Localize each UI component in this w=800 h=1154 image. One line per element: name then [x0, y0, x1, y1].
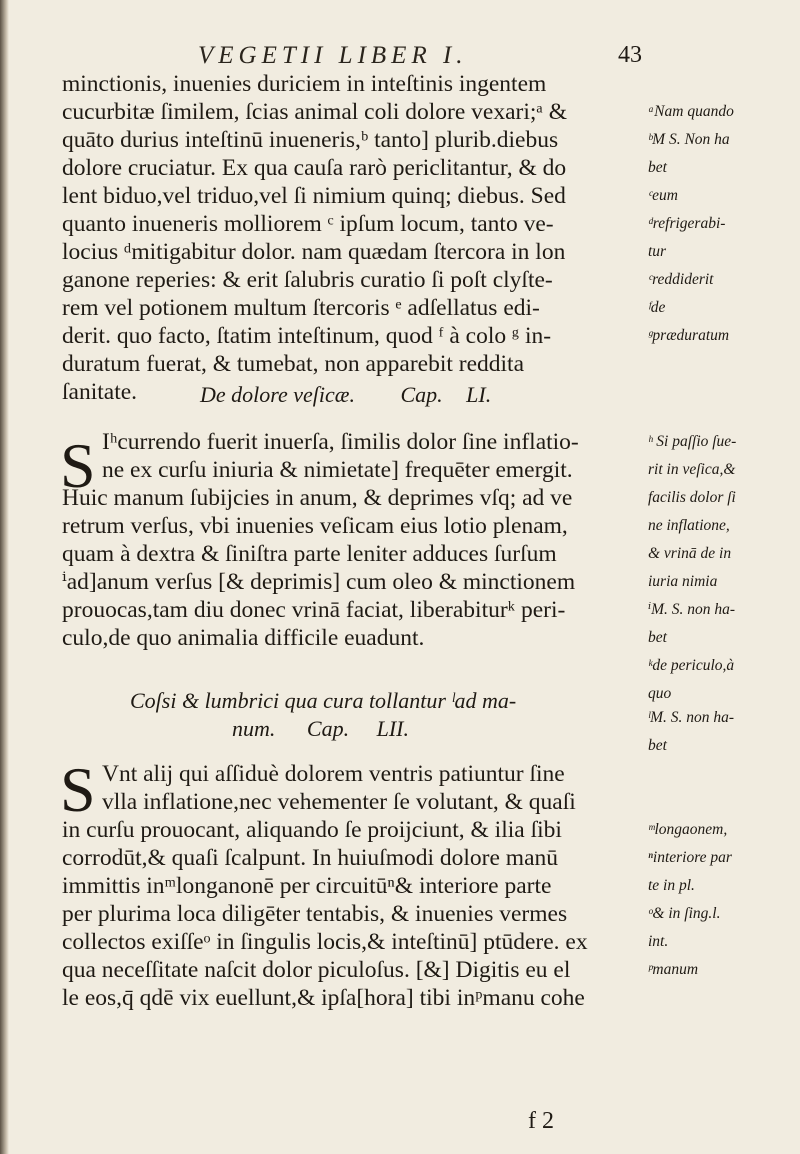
text-line: locius ᵈmitigabitur dolor. nam quædam ſtercora in lon — [62, 239, 566, 265]
text-line: derit. quo facto, ſtatim inteſtinum, quod ᶠ à colo ᵍ in- — [62, 323, 552, 349]
running-head: VEGETII LIBER I. — [198, 42, 468, 69]
section-continuation-text — [62, 70, 644, 406]
marginal-notes-chapter-51 — [648, 428, 794, 708]
text-line: Huic manum ſubijcies in anum, & deprimes vſq; ad ve — [62, 485, 573, 511]
chapter-cap-label: Cap. — [400, 382, 443, 407]
page-number: 43 — [618, 42, 642, 68]
marginal-note: facilis dolor ſi — [648, 489, 736, 506]
text-line: duratum fuerat, & tumebat, non apparebit reddita — [62, 351, 525, 377]
text-line: corrodūt,& quaſi ſcalpunt. In huiuſmodi dolore manū — [62, 845, 559, 871]
marginal-note: ᵐlongaonem, — [648, 821, 728, 838]
marginal-note: ᶜreddiderit — [648, 271, 714, 288]
chapter-cap-label: Cap. — [306, 716, 350, 741]
chapter-52-heading-line1 — [130, 688, 516, 714]
page-gutter — [0, 0, 9, 1154]
marginal-notes-section1 — [648, 98, 794, 350]
marginal-note: bet — [648, 159, 667, 176]
text-line: Vnt alij qui aſſiduè dolorem ventris patiuntur ſine — [102, 761, 565, 787]
marginal-note: ᵖmanum — [648, 961, 699, 978]
drop-capital: S — [60, 754, 96, 825]
signature-mark: f 2 — [528, 1108, 554, 1134]
marginal-note: int. — [648, 933, 669, 950]
chapter-number: LII. — [376, 716, 409, 741]
marginal-note: ᶠde — [648, 299, 666, 316]
marginal-note: ᶜeum — [648, 187, 678, 204]
text-line: prouocas,tam diu donec vrinā faciat, liberabiturᵏ peri- — [62, 597, 566, 623]
text-line: dolore cruciatur. Ex qua cauſa rarò periclitantur, & do — [62, 155, 567, 181]
text-line: rem vel potionem multum ſtercoris ᵉ adſellatus edi- — [62, 295, 540, 321]
text-line: immittis inᵐlonganonē per circuitūⁿ& interiore parte — [62, 873, 552, 899]
marginal-note: quo — [648, 685, 672, 702]
marginal-note: ᵏde periculo,à — [648, 657, 735, 674]
chapter-title: De dolore veſicæ. — [200, 382, 355, 407]
marginal-note: ᵈrefrigerabi- — [648, 215, 726, 232]
text-line: quāto durius inteſtinū inueneris,ᵇ tanto] plurib.diebus — [62, 127, 559, 153]
text-line: cucurbitæ ſimilem, ſcias animal coli dolore vexari;ᵃ & — [62, 99, 568, 125]
marginal-note: rit in veſica,& — [648, 461, 736, 478]
text-line: retrum verſus, vbi inuenies veſicam eius lotio plenam, — [62, 513, 568, 539]
text-line: culo,de quo animalia difficile euadunt. — [62, 625, 425, 651]
text-line: vlla inflatione,nec vehementer ſe volutant, & quaſi — [102, 789, 576, 815]
text-line: quanto inueneris molliorem ᶜ ipſum locum, tanto ve- — [62, 211, 554, 237]
text-line: ganone reperies: & erit ſalubris curatio ſi poſt clyſte- — [62, 267, 553, 293]
text-line: quam à dextra & ſiniſtra parte leniter adduces ſurſum — [62, 541, 557, 567]
chapter-title-continued: num. — [232, 716, 276, 741]
marginal-note: ᵍpræduratum — [648, 327, 730, 344]
marginal-note: bet — [648, 737, 667, 754]
text-line: qua neceſſitate naſcit dolor piculoſus. [&] Digitis eu el — [62, 957, 571, 983]
marginal-note: ᵇM S. Non ha — [648, 131, 730, 148]
marginal-note: & vrinā de in — [648, 545, 732, 562]
text-line: ne ex curſu iniuria & nimietate] frequēter emergit. — [102, 457, 573, 483]
marginal-note: tur — [648, 243, 667, 260]
marginal-note — [648, 788, 794, 816]
marginal-note: ʰ Si paſſio ſue- — [648, 433, 737, 450]
text-line: in curſu prouocant, aliquando ſe proijciunt, & ilia ſibi — [62, 817, 562, 843]
marginal-note: bet — [648, 629, 667, 646]
text-line: ⁱad]anum verſus [& deprimis] cum oleo & minctionem — [62, 569, 576, 595]
marginal-note: te in pl. — [648, 877, 695, 894]
chapter-51-heading — [200, 382, 491, 408]
marginal-note: ᵒ& in ſing.l. — [648, 905, 721, 922]
marginal-note: ᵃNam quando — [648, 103, 734, 120]
text-line: minctionis, inuenies duriciem in inteſtinis ingentem — [62, 71, 547, 97]
text-line: ſanitate. — [62, 379, 138, 405]
marginal-note: ˡM. S. non ha- — [648, 709, 735, 726]
chapter-51-text — [62, 428, 644, 652]
chapter-52-text — [60, 754, 644, 1012]
marginal-note — [648, 760, 794, 788]
text-line: collectos exiſſeᵒ in ſingulis locis,& inteſtinū] ptūdere. ex — [62, 929, 588, 955]
marginal-note: ⁱM. S. non ha- — [648, 601, 736, 618]
text-line: per plurima loca diligēter tentabis, & inuenies vermes — [62, 901, 568, 927]
text-line: le eos,q̄ qdē vix euellunt,& ipſa[hora] tibi inᵖmanu cohe — [62, 985, 585, 1011]
page-header — [170, 40, 690, 74]
marginal-notes-chapter-52 — [648, 704, 794, 984]
marginal-note: iuria nimia — [648, 573, 718, 590]
text-line: Iʰcurrendo fuerit inuerſa, ſimilis dolor ſine inflatio- — [102, 429, 579, 455]
marginal-note: ⁿinteriore par — [648, 849, 732, 866]
drop-capital: S — [60, 430, 96, 501]
text-line: lent biduo,vel triduo,vel ſi nimium quinq; diebus. Sed — [62, 183, 566, 209]
chapter-52-heading-line2 — [232, 716, 409, 742]
chapter-number: LI. — [466, 382, 492, 407]
chapter-title: Coſsi & lumbrici qua cura tollantur ˡad ma- — [130, 688, 517, 713]
marginal-note: ne inflatione, — [648, 517, 730, 534]
